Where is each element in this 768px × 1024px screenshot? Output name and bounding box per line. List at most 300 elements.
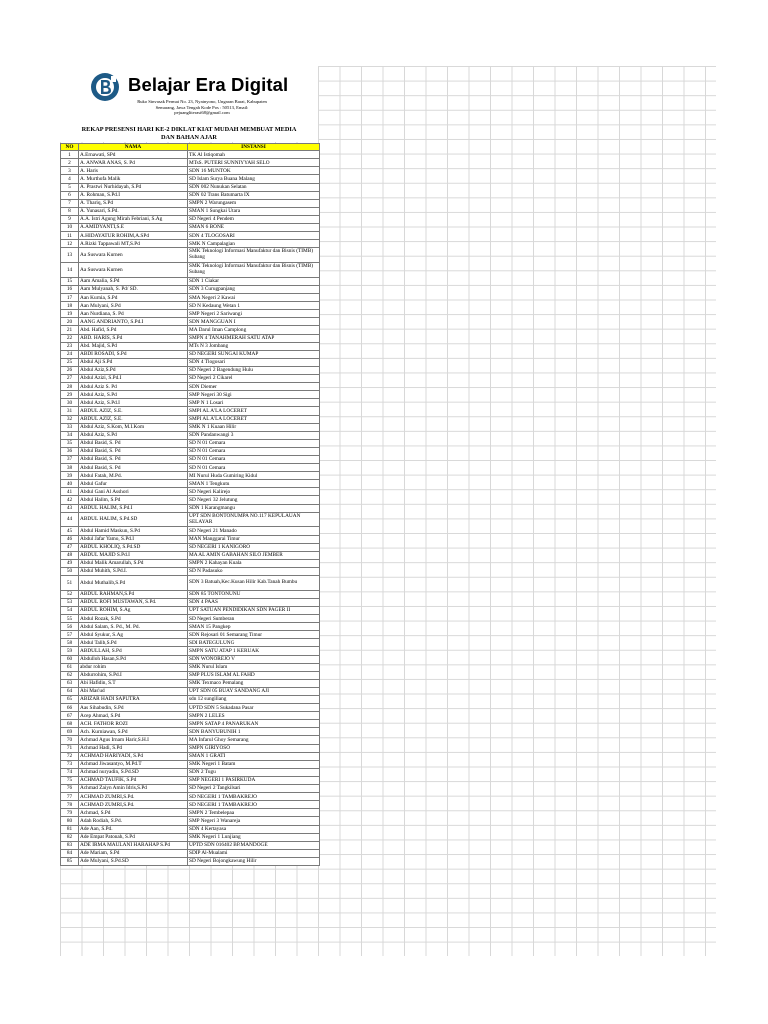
table-row [61, 375, 320, 383]
cell-instansi[interactable]: SD N 01 Cemara [188, 464, 320, 472]
cell-no[interactable]: 32 [61, 415, 79, 423]
cell-instansi[interactable]: SMK N Campalagian [188, 240, 320, 248]
cell-instansi[interactable]: SDN 2 Tugu [188, 768, 320, 776]
cell-nama[interactable]: A. Haris [79, 167, 188, 175]
cell-nama[interactable]: abdur rohim [79, 663, 188, 671]
cell-no[interactable]: 44 [61, 512, 79, 527]
cell-no[interactable]: 72 [61, 752, 79, 760]
cell-nama[interactable]: Aam Amalia, S.Pd [79, 277, 188, 285]
cell-instansi[interactable]: SDN 4 PAAS [188, 598, 320, 606]
header-instansi[interactable]: INSTANSI [188, 144, 320, 151]
cell-no[interactable]: 35 [61, 439, 79, 447]
cell-nama[interactable]: Abdul Basid, S. Pd [79, 447, 188, 455]
cell-instansi[interactable]: SMAN 1 Sungkai Utara [188, 207, 320, 215]
cell-instansi[interactable]: SDN 1 Karangmangu [188, 504, 320, 512]
cell-no[interactable]: 56 [61, 623, 79, 631]
cell-nama[interactable]: A. Yunasari, S.Pd. [79, 207, 188, 215]
table-row [61, 447, 320, 455]
cell-instansi[interactable]: UPTD SDN 5 Sukadana Pasar [188, 704, 320, 712]
table-row [61, 785, 320, 793]
cell-nama[interactable]: Abd. Majid, S.Pd [79, 342, 188, 350]
table-row [61, 431, 320, 439]
cell-nama[interactable]: Abdul Salam, S. Pd., M. Pd. [79, 623, 188, 631]
cell-instansi[interactable]: SD Negeri 2 Bagendung Hulu [188, 366, 320, 374]
table-row [61, 760, 320, 768]
cell-instansi[interactable]: SMK Negeri 1 Batam [188, 760, 320, 768]
cell-instansi[interactable]: SD Islam Surya Buana Malang [188, 175, 320, 183]
cell-instansi[interactable]: SMPI AL A'LA LOCERET [188, 407, 320, 415]
cell-nama[interactable]: Abdul Basid, S. Pd [79, 439, 188, 447]
cell-nama[interactable]: Abdul Aziz, S.Kom, M.I.Kom [79, 423, 188, 431]
cell-nama[interactable]: ABDULLAH, S.Pd [79, 647, 188, 655]
cell-nama[interactable]: Abdulloh Hasan,S.Pd [79, 655, 188, 663]
cell-nama[interactable]: Aam Mulyanah, S. Pd/ SD. [79, 286, 188, 294]
cell-nama[interactable]: Aan Nurdiana, S. Pd [79, 310, 188, 318]
cell-no[interactable]: 24 [61, 350, 79, 358]
cell-instansi[interactable]: SD NEGERI 1 TAMBAKREJO [188, 793, 320, 801]
cell-no[interactable]: 82 [61, 833, 79, 841]
cell-no[interactable]: 38 [61, 464, 79, 472]
cell-nama[interactable]: Abdul Hamid Maskun, S.Pd [79, 527, 188, 535]
cell-instansi[interactable]: SDN WONOREJO V [188, 655, 320, 663]
cell-instansi[interactable]: SDN MANGGUAN I [188, 318, 320, 326]
cell-instansi[interactable]: MI Nurul Huda Gumiring Kidul [188, 472, 320, 480]
cell-nama[interactable]: Achmad nuryadin, S.Pd.SD [79, 768, 188, 776]
cell-no[interactable]: 22 [61, 334, 79, 342]
cell-nama[interactable]: A.Rizki Tappawali MT,S.Pd [79, 240, 188, 248]
cell-no[interactable]: 79 [61, 809, 79, 817]
cell-nama[interactable]: Achmad Jiwasantyo, M.Pd.T [79, 760, 188, 768]
cell-nama[interactable]: Abdul Fatah, M.Pd. [79, 472, 188, 480]
cell-instansi[interactable]: SMPI AL A'LA LOCERET [188, 415, 320, 423]
cell-no[interactable]: 46 [61, 535, 79, 543]
cell-no[interactable]: 61 [61, 663, 79, 671]
cell-no[interactable]: 34 [61, 431, 79, 439]
cell-no[interactable]: 71 [61, 744, 79, 752]
cell-nama[interactable]: Abdul Rozak, S.Pd [79, 615, 188, 623]
cell-nama[interactable]: Abi Hafidin, S.T [79, 679, 188, 687]
cell-nama[interactable]: ACH. FATHOR ROZI [79, 720, 188, 728]
cell-nama[interactable]: Achmad, S.Pd [79, 809, 188, 817]
cell-nama[interactable]: Abdul Muhith, S.Pd.I. [79, 567, 188, 575]
cell-instansi[interactable]: SMK N 1 Kuaan Hilir [188, 423, 320, 431]
cell-nama[interactable]: A. Rohman, S.Pd.I [79, 191, 188, 199]
cell-no[interactable]: 75 [61, 776, 79, 784]
cell-no[interactable]: 47 [61, 543, 79, 551]
cell-no[interactable]: 78 [61, 801, 79, 809]
report-title-line: REKAP PRESENSI HARI KE-2 DIKLAT KIAT MUDAH MEMBUAT MEDIA [81, 126, 297, 133]
cell-nama[interactable]: ACHMAD ZUMRI,S.Pd. [79, 793, 188, 801]
table-row [61, 615, 320, 623]
cell-no[interactable]: 80 [61, 817, 79, 825]
cell-nama[interactable]: Abdul Aziz, S.Pd [79, 431, 188, 439]
table-row [61, 647, 320, 655]
cell-instansi[interactable]: SMPN 2 Kahayan Kuala [188, 559, 320, 567]
cell-no[interactable]: 2 [61, 159, 79, 167]
cell-no[interactable]: 52 [61, 590, 79, 598]
cell-nama[interactable]: A. Prastwi Nurhidayah, S.Pd [79, 183, 188, 191]
cell-no[interactable]: 62 [61, 671, 79, 679]
cell-nama[interactable]: Abdul Malik Amarullah, S.Pd [79, 559, 188, 567]
table-row [61, 504, 320, 512]
cell-instansi[interactable]: MA Darul Iman Camplong [188, 326, 320, 334]
cell-no[interactable]: 74 [61, 768, 79, 776]
cell-no[interactable]: 6 [61, 191, 79, 199]
table-header-row [61, 144, 320, 151]
cell-nama[interactable]: Aan Kurnia, S.Pd [79, 294, 188, 302]
cell-no[interactable]: 68 [61, 720, 79, 728]
cell-nama[interactable]: ABDUL ROFI MUSTAWAN, S.Pd. [79, 598, 188, 606]
cell-no[interactable]: 67 [61, 712, 79, 720]
brand-name: Belajar Era Digital [128, 74, 289, 95]
cell-no[interactable]: 73 [61, 760, 79, 768]
cell-instansi[interactable]: SMP Negeri 30 Sigi [188, 391, 320, 399]
cell-no[interactable]: 69 [61, 728, 79, 736]
cell-no[interactable]: 50 [61, 567, 79, 575]
cell-no[interactable]: 15 [61, 277, 79, 285]
cell-no[interactable]: 65 [61, 696, 79, 704]
cell-instansi[interactable]: SMP Negeri 3 Wanareja [188, 817, 320, 825]
cell-instansi[interactable]: UPTD SDN 016402 BP.MANDOGE [188, 841, 320, 849]
cell-instansi[interactable]: SD NEGERI SUNGAI KUMAP [188, 350, 320, 358]
cell-no[interactable]: 51 [61, 576, 79, 591]
cell-instansi[interactable]: SMK Nurul Islam [188, 663, 320, 671]
cell-nama[interactable]: Abdul Jafar Yamo, S.Pd.I [79, 535, 188, 543]
table-row [61, 825, 320, 833]
cell-nama[interactable]: Abi Mas'ud [79, 687, 188, 695]
cell-nama[interactable]: Abdul Basid, S. Pd [79, 455, 188, 463]
table-row [61, 175, 320, 183]
table-row [61, 567, 320, 575]
cell-nama[interactable]: Abdul Aziz, S.Pd [79, 391, 188, 399]
cell-no[interactable]: 85 [61, 857, 79, 865]
cell-nama[interactable]: Abdul Basid, S. Pd [79, 464, 188, 472]
cell-instansi[interactable]: sdn 12 sungiliang [188, 696, 320, 704]
cell-instansi[interactable]: SDN 1 Ciakar [188, 277, 320, 285]
cell-nama[interactable]: Ach. Kurniawan, S.Pd [79, 728, 188, 736]
cell-no[interactable]: 58 [61, 639, 79, 647]
table-row [61, 248, 320, 263]
cell-no[interactable]: 23 [61, 342, 79, 350]
cell-no[interactable]: 57 [61, 631, 79, 639]
cell-nama[interactable]: ABDUL RAHMAN,S.Pd [79, 590, 188, 598]
cell-no[interactable]: 1 [61, 151, 79, 159]
table-row [61, 423, 320, 431]
cell-instansi[interactable]: SDN 3 Curugpanjang [188, 286, 320, 294]
cell-instansi[interactable]: SD N 01 Cemara [188, 447, 320, 455]
cell-no[interactable]: 19 [61, 310, 79, 318]
table-row [61, 801, 320, 809]
table-row [61, 191, 320, 199]
cell-instansi[interactable]: SDN 4 Tlogosari [188, 358, 320, 366]
cell-no[interactable]: 41 [61, 488, 79, 496]
cell-no[interactable]: 29 [61, 391, 79, 399]
cell-no[interactable]: 18 [61, 302, 79, 310]
cell-no[interactable]: 59 [61, 647, 79, 655]
cell-no[interactable]: 33 [61, 423, 79, 431]
cell-no[interactable]: 54 [61, 606, 79, 614]
cell-nama[interactable]: A.AMIDYANTI,S.E [79, 224, 188, 232]
cell-no[interactable]: 13 [61, 248, 79, 263]
cell-no[interactable]: 48 [61, 551, 79, 559]
table-row [61, 480, 320, 488]
cell-nama[interactable]: A.Ernawati, SPd [79, 151, 188, 159]
cell-instansi[interactable]: SDN 4 TLOGOSARI [188, 232, 320, 240]
cell-nama[interactable]: Aa Suswara Kurnen [79, 248, 188, 263]
cell-nama[interactable]: Adah Rodiah, S.Pd. [79, 817, 188, 825]
cell-nama[interactable]: Aa Suswara Kurnen [79, 263, 188, 278]
cell-instansi[interactable]: SMA Negeri 2 Kawai [188, 294, 320, 302]
cell-nama[interactable]: ABDUL AZIZ, S.E. [79, 415, 188, 423]
cell-instansi[interactable]: SD Negeri 32 Jelutung [188, 496, 320, 504]
table-row [61, 207, 320, 215]
cell-instansi[interactable]: SD N Padasuko [188, 567, 320, 575]
cell-instansi[interactable]: SDN 4 Kertayasa [188, 825, 320, 833]
cell-nama[interactable]: Abdurrohim, S.Pd.I [79, 671, 188, 679]
cell-instansi[interactable]: SMPN 2 Warungasem [188, 199, 320, 207]
cell-no[interactable]: 84 [61, 849, 79, 857]
cell-no[interactable]: 64 [61, 687, 79, 695]
table-row [61, 687, 320, 695]
cell-nama[interactable]: Abdul Aziz S. Pd [79, 383, 188, 391]
cell-instansi[interactable]: SMAN 1 GRATI [188, 752, 320, 760]
cell-instansi[interactable]: MA Infarul Ghoy Semarang [188, 736, 320, 744]
cell-instansi[interactable]: SDN BANYUBUNIH 1 [188, 728, 320, 736]
cell-nama[interactable]: A. Murthofa Malik [79, 175, 188, 183]
cell-no[interactable]: 40 [61, 480, 79, 488]
cell-nama[interactable]: A.HIDAYATUR ROHIM,A.SPd [79, 232, 188, 240]
cell-instansi[interactable]: SD NEGERI 1 KANIGORO [188, 543, 320, 551]
cell-nama[interactable]: A.A. Istri Agung Mirah Febriani, S.Ag [79, 215, 188, 223]
table-row [61, 535, 320, 543]
table-row [61, 598, 320, 606]
cell-nama[interactable]: ABDUL HALIM, S.Pd.I [79, 504, 188, 512]
table-row [61, 294, 320, 302]
cell-instansi[interactable]: SMPN 4 TANAHMERAH SATU ATAP [188, 334, 320, 342]
table-row [61, 793, 320, 801]
cell-instansi[interactable]: TK Al Istiqomah [188, 151, 320, 159]
cell-instansi[interactable]: SMPN GIRIYOSO [188, 744, 320, 752]
cell-instansi[interactable]: SD Negeri 4 Pendem [188, 215, 320, 223]
cell-no[interactable]: 76 [61, 785, 79, 793]
table-body [61, 151, 320, 866]
cell-instansi[interactable]: MAN Manggarai Timur [188, 535, 320, 543]
cell-instansi[interactable]: SDIP Al-Mualami [188, 849, 320, 857]
cell-instansi[interactable]: SD Negeri Bojongkawung Hilir [188, 857, 320, 865]
table-row [61, 809, 320, 817]
cell-nama[interactable]: Abdul Halim, S.Pd [79, 496, 188, 504]
cell-no[interactable]: 10 [61, 224, 79, 232]
cell-nama[interactable]: ABIZAR HADI SAPUTRA [79, 696, 188, 704]
cell-no[interactable]: 83 [61, 841, 79, 849]
cell-instansi[interactable]: SDN 02 Trans Batumarta IX [188, 191, 320, 199]
cell-no[interactable]: 11 [61, 232, 79, 240]
table-row [61, 623, 320, 631]
cell-nama[interactable]: Ade Mariam, S.Pd [79, 849, 188, 857]
cell-nama[interactable]: Abdul Azizi, S.Pd.I [79, 375, 188, 383]
header-no[interactable]: NO [61, 144, 79, 151]
cell-nama[interactable]: ABDI ROSADI, S.Pd [79, 350, 188, 358]
cell-nama[interactable]: Abdul Aziz,S.Pd [79, 366, 188, 374]
cell-instansi[interactable]: SD NEGERI 1 TAMBAKREJO [188, 801, 320, 809]
table-row [61, 240, 320, 248]
cell-instansi[interactable]: SMK Teknologi Informasi Manufaktur dan Bisnis (TIMB) Subang [188, 263, 320, 278]
cell-no[interactable]: 49 [61, 559, 79, 567]
cell-nama[interactable]: Abdul Aziz, S.Pd.I [79, 399, 188, 407]
cell-nama[interactable]: Abdul Gafur [79, 480, 188, 488]
cell-instansi[interactable]: SDN 3 Batuah,Kec.Kusan Hilir Kab.Tanah Bumbu [188, 576, 320, 591]
cell-instansi[interactable]: MTs N 3 Jombang [188, 342, 320, 350]
cell-nama[interactable]: ABDUL KHOLIQ, S.Pd.SD [79, 543, 188, 551]
cell-nama[interactable]: ACHMAD HARIYADI, S.Pd [79, 752, 188, 760]
cell-no[interactable]: 55 [61, 615, 79, 623]
cell-instansi[interactable]: MA AL AMIN GABAHAN SILO JEMBER [188, 551, 320, 559]
table-row [61, 606, 320, 614]
cell-instansi[interactable]: SMPN 2 LELES [188, 712, 320, 720]
cell-instansi[interactable]: SDN Rejosari 01 Semarang Timur [188, 631, 320, 639]
report-title-line: DAN BAHAN AJAR [161, 134, 217, 141]
cell-instansi[interactable]: SD Negeri Sumberan [188, 615, 320, 623]
cell-instansi[interactable]: SDI BATEGULUNG [188, 639, 320, 647]
cell-instansi[interactable]: MTsS. PUTERI SUNNIYYAH SELO [188, 159, 320, 167]
cell-instansi[interactable]: SMPN 2 Tembelepaa [188, 809, 320, 817]
cell-no[interactable]: 45 [61, 527, 79, 535]
table-row [61, 527, 320, 535]
cell-instansi[interactable]: SDN 85 TONTONUNU [188, 590, 320, 598]
cell-no[interactable]: 31 [61, 407, 79, 415]
cell-instansi[interactable]: SMAN 15 Pangkep [188, 623, 320, 631]
cell-no[interactable]: 53 [61, 598, 79, 606]
cell-no[interactable]: 7 [61, 199, 79, 207]
cell-no[interactable]: 8 [61, 207, 79, 215]
cell-no[interactable]: 66 [61, 704, 79, 712]
cell-no[interactable]: 5 [61, 183, 79, 191]
cell-instansi[interactable]: SDN Diemer [188, 383, 320, 391]
cell-no[interactable]: 70 [61, 736, 79, 744]
cell-nama[interactable]: Achmad Zaiyn Amin Idris,S.Pd [79, 785, 188, 793]
cell-instansi[interactable]: SMK Teknologi Informasi Manufaktur dan Bisnis (TIMB) Subang [188, 248, 320, 263]
cell-nama[interactable]: Aas Sihabudin, S.Pd [79, 704, 188, 712]
cell-no[interactable]: 30 [61, 399, 79, 407]
cell-nama[interactable]: ABDUL AZIZ, S.E. [79, 407, 188, 415]
cell-nama[interactable]: Aan Mulyani, S.Pd [79, 302, 188, 310]
cell-no[interactable]: 28 [61, 383, 79, 391]
cell-no[interactable]: 20 [61, 318, 79, 326]
cell-no[interactable]: 43 [61, 504, 79, 512]
cell-no[interactable]: 81 [61, 825, 79, 833]
cell-no[interactable]: 42 [61, 496, 79, 504]
cell-instansi[interactable]: SD Negeri 2 Cikarel [188, 375, 320, 383]
cell-instansi[interactable]: SD Negeri 21 Manado [188, 527, 320, 535]
header-nama[interactable]: NAMA [79, 144, 188, 151]
cell-instansi[interactable]: SMP Negeri 2 Sariwangi [188, 310, 320, 318]
cell-no[interactable]: 39 [61, 472, 79, 480]
cell-instansi[interactable]: SMK Texmaco Pemalang [188, 679, 320, 687]
cell-no[interactable]: 14 [61, 263, 79, 278]
cell-nama[interactable]: ABDUL ROHIM, S.Ag [79, 606, 188, 614]
cell-nama[interactable]: Abdul Talib,S.Pd [79, 639, 188, 647]
cell-instansi[interactable]: SMP PLUS ISLAM AL FAHD [188, 671, 320, 679]
cell-no[interactable]: 36 [61, 447, 79, 455]
cell-instansi[interactable]: SDN Pandanwangi 3 [188, 431, 320, 439]
cell-no[interactable]: 17 [61, 294, 79, 302]
cell-nama[interactable]: ACHMAD ZUMRI,S.Pd. [79, 801, 188, 809]
table-row [61, 663, 320, 671]
address-line: Ruko Sinvasak Permai No. 23, Nyatnyono, Ungaran Barat, Kabupaten [137, 99, 267, 104]
cell-instansi[interactable]: SMPN SATU ATAP 1 KERUAK [188, 647, 320, 655]
cell-nama[interactable]: Ade Aan, S.Pd. [79, 825, 188, 833]
cell-nama[interactable]: Ade Empat Patonah, S.Pd [79, 833, 188, 841]
table-row [61, 849, 320, 857]
cell-nama[interactable]: ABDUL HALIM, S.Pd.SD [79, 512, 188, 527]
cell-no[interactable]: 9 [61, 215, 79, 223]
cell-no[interactable]: 25 [61, 358, 79, 366]
cell-nama[interactable]: Abd. Hafid, S.Pd [79, 326, 188, 334]
cell-no[interactable]: 37 [61, 455, 79, 463]
cell-no[interactable]: 27 [61, 375, 79, 383]
cell-nama[interactable]: ABD. HARIS, S.Pd [79, 334, 188, 342]
cell-nama[interactable]: Achmad Agus Irnam Harir,S.H.I [79, 736, 188, 744]
cell-no[interactable]: 16 [61, 286, 79, 294]
cell-instansi[interactable]: SD Negeri Kalirejo [188, 488, 320, 496]
cell-instansi[interactable]: SMPN SATAP 4 PANARUKAN [188, 720, 320, 728]
cell-no[interactable]: 63 [61, 679, 79, 687]
cell-instansi[interactable]: SMAN 6 BONE [188, 224, 320, 232]
table-row [61, 310, 320, 318]
cell-nama[interactable]: Acep Ahmad, S.Pd [79, 712, 188, 720]
cell-nama[interactable]: ABDUL MAJID S.Pd.I [79, 551, 188, 559]
cell-nama[interactable]: ADE IRMA MAULANI HARAHAP S.Pd [79, 841, 188, 849]
cell-nama[interactable]: A. ANWAR ANAS, S. Pd [79, 159, 188, 167]
cell-instansi[interactable]: SMP NEGERI 1 PASIRKUDA [188, 776, 320, 784]
cell-instansi[interactable]: SDN 16 MUNTOK [188, 167, 320, 175]
cell-no[interactable]: 4 [61, 175, 79, 183]
table-row [61, 704, 320, 712]
table-row [61, 712, 320, 720]
cell-nama[interactable]: Abdul Muthalib,S.Pd [79, 576, 188, 591]
cell-no[interactable]: 26 [61, 366, 79, 374]
cell-nama[interactable]: A. Thariq, S.Pd [79, 199, 188, 207]
cell-no[interactable]: 60 [61, 655, 79, 663]
cell-instansi[interactable]: UPT SATUAN PENDIDIKAN SDN PAGER II [188, 606, 320, 614]
table-row [61, 817, 320, 825]
cell-instansi[interactable]: SD N Kedaung Wetan 1 [188, 302, 320, 310]
table-row [61, 342, 320, 350]
cell-instansi[interactable]: SD N 01 Cemara [188, 455, 320, 463]
cell-instansi[interactable]: SMAN 1 Tengkutu [188, 480, 320, 488]
cell-nama[interactable]: Abdul Gani Al Asshori [79, 488, 188, 496]
cell-nama[interactable]: AANG ANDRIANTO, S.Pd.I [79, 318, 188, 326]
cell-no[interactable]: 3 [61, 167, 79, 175]
cell-instansi[interactable]: UPT SDN 05 BUAY SANDANG AJI [188, 687, 320, 695]
cell-nama[interactable]: Abdul Aji S.Pd [79, 358, 188, 366]
cell-nama[interactable]: Ade Mulyani, S.Pd.SD [79, 857, 188, 865]
cell-no[interactable]: 12 [61, 240, 79, 248]
cell-instansi[interactable]: SMK Negeri 1 Lunjiang [188, 833, 320, 841]
cell-nama[interactable]: Abdul Syukur, S.Ag [79, 631, 188, 639]
cell-instansi[interactable]: SDN 002 Nunukan Selatan [188, 183, 320, 191]
cell-instansi[interactable]: UPT SDN BONTONUMPA NO.117 KEPULAUAN SELAYAR [188, 512, 320, 527]
cell-instansi[interactable]: SD Negeri 2 Tangkilsari [188, 785, 320, 793]
cell-nama[interactable]: Achmad Hadi, S.Pd [79, 744, 188, 752]
report-title [60, 126, 318, 142]
cell-no[interactable]: 21 [61, 326, 79, 334]
cell-instansi[interactable]: SD N 01 Cemara [188, 439, 320, 447]
cell-nama[interactable]: ACHMAD TAUFIK, S.Pd [79, 776, 188, 784]
cell-no[interactable]: 77 [61, 793, 79, 801]
table-row [61, 776, 320, 784]
cell-instansi[interactable]: SMP N 1 Losari [188, 399, 320, 407]
